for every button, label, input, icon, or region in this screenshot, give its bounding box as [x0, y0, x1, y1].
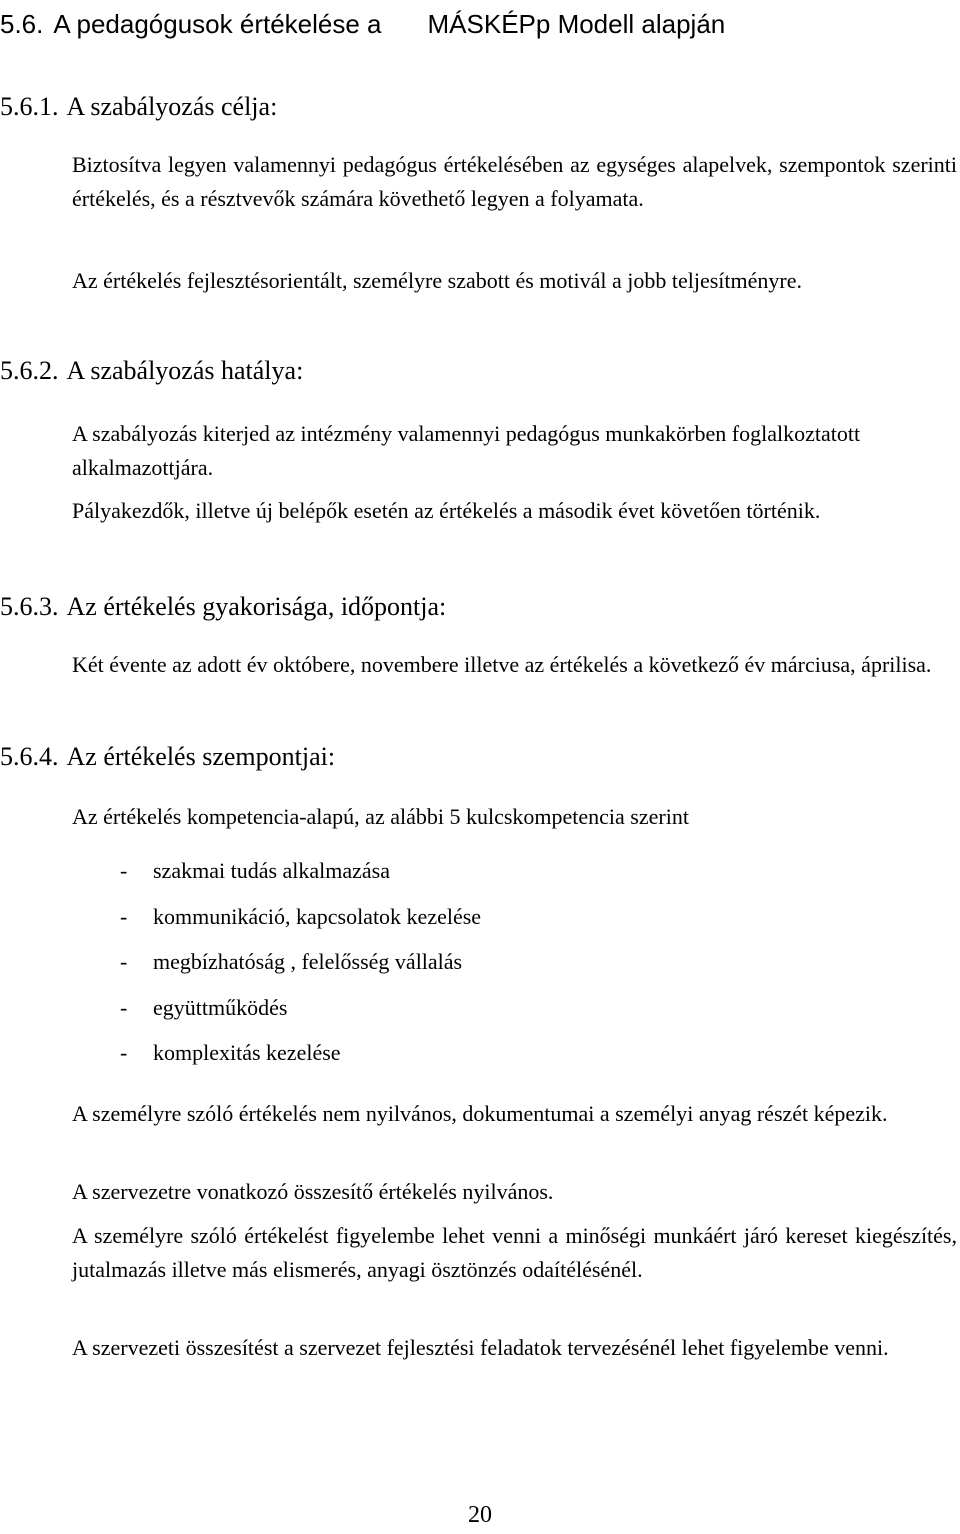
paragraph: A szervezeti összesítést a szervezet fejlesztési feladatok tervezésénél lehet figyelembe venni. [72, 1335, 889, 1360]
section-heading-text: Az értékelés gyakorisága, időpontja: [66, 592, 447, 621]
paragraph: A személyre szóló értékelést figyelembe lehet venni a minőségi munkáért járó kereset kiegészítés, jutalmazás illetve más elismerés, anyagi ösztönzés odaítélésénél. [72, 1223, 957, 1282]
section-heading-2 [0, 354, 303, 388]
section-heading-text: A szabályozás hatálya: [66, 356, 304, 385]
list-item: - megbízhatóság , felelősség vállalás [120, 949, 463, 974]
title-part-2: MÁSKÉPp Modell alapján [427, 9, 726, 39]
section-number: 5.6.4. [0, 742, 59, 771]
list-item: - kommunikáció, kapcsolatok kezelése [120, 903, 482, 929]
paragraph: Az értékelés fejlesztésorientált, személyre szabott és motivál a jobb teljesítményre. [72, 268, 802, 293]
paragraph: Pályakezdők, illetve új belépők esetén az értékelés a második évet követően történik. [72, 498, 821, 523]
section-heading-1 [0, 90, 277, 124]
paragraph: A szabályozás kiterjed az intézmény valamennyi pedagógus munkakörben foglalkoztatott alkalmazottjára. [72, 421, 861, 480]
section-heading-3 [0, 590, 446, 624]
paragraph: A szervezetre vonatkozó összesítő értékelés nyilvános. [72, 1179, 554, 1204]
page-title [0, 6, 725, 42]
paragraph-intro: Az értékelés kompetencia-alapú, az alábbi 5 kulcskompetencia szerint [72, 804, 689, 829]
section-number: 5.6.3. [0, 592, 59, 621]
section-heading-4 [0, 740, 335, 774]
section-number: 5.6.1. [0, 92, 59, 121]
title-number: 5.6. [0, 9, 44, 39]
section-number: 5.6.2. [0, 356, 59, 385]
list-item: - komplexitás kezelése [120, 1040, 341, 1065]
list-item: - együttműködés [120, 994, 288, 1020]
title-part-1: A pedagógusok értékelése a [53, 9, 382, 39]
section-heading-text: Az értékelés szempontjai: [66, 742, 336, 771]
paragraph: Két évente az adott év októbere, novembere illetve az értékelés a következő év márciusa, áprilisa. [72, 652, 932, 677]
paragraph: A személyre szóló értékelés nem nyilvános, dokumentumai a személyi anyag részét képezik. [72, 1101, 888, 1126]
page-number: 20 [468, 1502, 492, 1528]
list-item: - szakmai tudás alkalmazása [120, 858, 391, 883]
section-heading-text: A szabályozás célja: [66, 92, 278, 121]
paragraph: Biztosítva legyen valamennyi pedagógus értékelésében az egységes alapelvek, szempontok szerinti értékelés, és a résztvevők számára követhető legyen a folyamata. [72, 152, 957, 211]
competency-list [120, 854, 481, 1082]
